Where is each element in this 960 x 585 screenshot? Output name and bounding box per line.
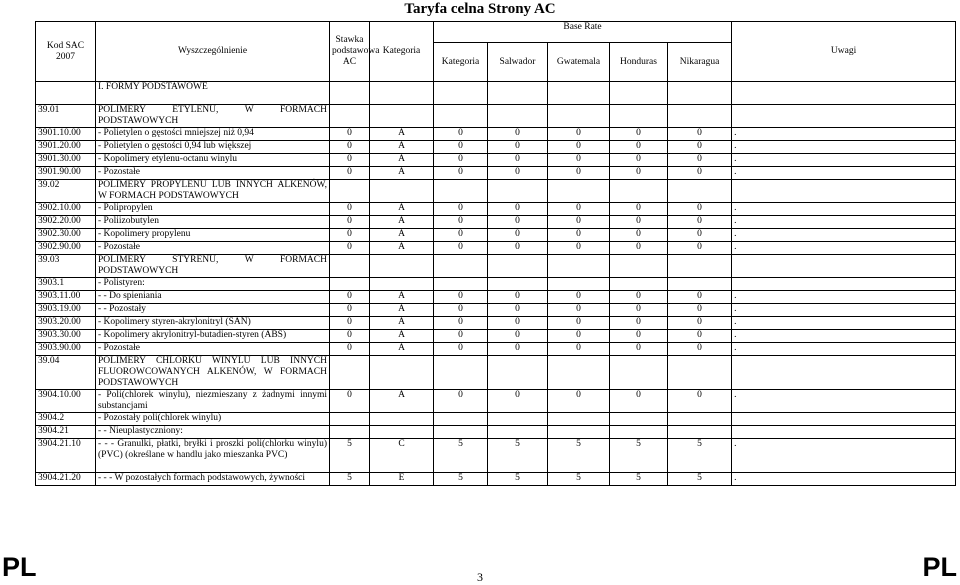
row-code: 3904.2 [36, 413, 96, 426]
table-row [36, 317, 956, 330]
row-salwador: 0 [488, 154, 548, 167]
row-sub-category: 0 [434, 128, 488, 141]
row-remarks: . [732, 304, 956, 317]
row-salwador: 0 [488, 203, 548, 216]
row-code: 3902.20.00 [36, 216, 96, 229]
row-gwatemala: 0 [548, 317, 610, 330]
row-category: A [370, 304, 434, 317]
row-remarks: . [732, 317, 956, 330]
row-code: 3903.1 [36, 278, 96, 291]
row-sub-category: 0 [434, 390, 488, 413]
row-remarks: . [732, 242, 956, 255]
header-remarks: Uwagi [732, 22, 956, 82]
row-description: - - Do spieniania [96, 291, 330, 304]
header-category: Kategoria [370, 22, 434, 82]
row-gwatemala: 0 [548, 203, 610, 216]
row-description: - Polipropylen [96, 203, 330, 216]
row-honduras: 0 [610, 167, 668, 180]
row-base-rate: 0 [330, 343, 370, 356]
row-remarks: . [732, 167, 956, 180]
row-base-rate: 0 [330, 390, 370, 413]
row-salwador: 0 [488, 141, 548, 154]
row-base-rate: 0 [330, 128, 370, 141]
table-row [36, 242, 956, 255]
row-salwador: 0 [488, 330, 548, 343]
row-base-rate: 0 [330, 317, 370, 330]
row-description: - Pozostały poli(chlorek winylu) [96, 413, 330, 426]
row-description: POLIMERY STYRENU, W FORMACH PODSTAWOWYCH [96, 255, 330, 278]
row-description: - Kopolimery akrylonitryl-butadien-styren (ABS) [96, 330, 330, 343]
row-code: 39.03 [36, 255, 96, 278]
row-salwador: 0 [488, 167, 548, 180]
row-code: 39.01 [36, 105, 96, 128]
table-row [36, 167, 956, 180]
row-nikaragua: 0 [668, 229, 732, 242]
row-sub-category: 5 [434, 439, 488, 473]
row-remarks: . [732, 141, 956, 154]
row-sub-category: 0 [434, 291, 488, 304]
row-description: - Polietylen o gęstości mniejszej niż 0,94 [96, 128, 330, 141]
table-row [36, 426, 956, 439]
row-remarks: . [732, 291, 956, 304]
row-salwador: 0 [488, 317, 548, 330]
row-salwador: 0 [488, 128, 548, 141]
row-code: 3901.20.00 [36, 141, 96, 154]
row-code: 3901.30.00 [36, 154, 96, 167]
row-code: 3904.10.00 [36, 390, 96, 413]
row-category: A [370, 154, 434, 167]
table-row [36, 128, 956, 141]
row-category: A [370, 229, 434, 242]
row-honduras: 0 [610, 229, 668, 242]
row-code: 3901.10.00 [36, 128, 96, 141]
row-nikaragua: 0 [668, 203, 732, 216]
row-base-rate: 0 [330, 330, 370, 343]
row-description: - Pozostałe [96, 242, 330, 255]
row-nikaragua: 0 [668, 242, 732, 255]
row-honduras: 5 [610, 473, 668, 486]
document-title: Taryfa celna Strony AC [404, 1, 556, 17]
row-base-rate: 0 [330, 167, 370, 180]
row-gwatemala: 0 [548, 216, 610, 229]
row-code: 3904.21.20 [36, 473, 96, 486]
row-remarks: . [732, 343, 956, 356]
table-row [36, 304, 956, 317]
row-honduras: 0 [610, 317, 668, 330]
row-base-rate: 0 [330, 229, 370, 242]
row-gwatemala: 5 [548, 473, 610, 486]
row-salwador: 0 [488, 390, 548, 413]
row-gwatemala: 0 [548, 229, 610, 242]
table-row [36, 291, 956, 304]
row-description: POLIMERY CHLORKU WINYLU LUB INNYCH FLUOROWCOWANYCH ALKENÓW, W FORMACH PODSTAWOWYCH [96, 356, 330, 390]
header-description: Wyszczególnienie [96, 22, 330, 82]
row-sub-category: 0 [434, 343, 488, 356]
table-row [36, 216, 956, 229]
row-salwador: 0 [488, 242, 548, 255]
row-honduras: 0 [610, 141, 668, 154]
row-description: - - Nieuplastyczniony: [96, 426, 330, 439]
row-sub-category: 0 [434, 229, 488, 242]
row-remarks: . [732, 154, 956, 167]
row-salwador: 0 [488, 291, 548, 304]
row-sub-category: 0 [434, 203, 488, 216]
row-gwatemala: 0 [548, 167, 610, 180]
row-base-rate: 0 [330, 203, 370, 216]
row-description: - - Pozostały [96, 304, 330, 317]
row-code: 3903.20.00 [36, 317, 96, 330]
row-category: A [370, 317, 434, 330]
header-base-rate: Base Rate [434, 22, 732, 43]
row-category: A [370, 390, 434, 413]
row-nikaragua: 0 [668, 390, 732, 413]
footer-language-left: PL [2, 552, 37, 582]
table-row [36, 105, 956, 128]
row-remarks: . [732, 229, 956, 242]
table-row [36, 473, 956, 486]
table-row [36, 439, 956, 473]
row-remarks: . [732, 128, 956, 141]
row-sub-category: 0 [434, 242, 488, 255]
row-code: 3904.21.10 [36, 439, 96, 473]
row-base-rate: 5 [330, 439, 370, 473]
row-description: - Poli(chlorek winylu), niezmieszany z żadnymi innymi substancjami [96, 390, 330, 413]
row-nikaragua: 5 [668, 439, 732, 473]
row-base-rate: 5 [330, 473, 370, 486]
row-sub-category: 0 [434, 304, 488, 317]
row-gwatemala: 0 [548, 141, 610, 154]
row-base-rate: 0 [330, 154, 370, 167]
table-row [36, 356, 956, 390]
table-row [36, 180, 956, 203]
row-gwatemala: 0 [548, 242, 610, 255]
row-base-rate: 0 [330, 216, 370, 229]
row-remarks: . [732, 390, 956, 413]
header-gwatemala: Gwatemala [548, 43, 610, 82]
row-base-rate: 0 [330, 304, 370, 317]
row-code: 3903.30.00 [36, 330, 96, 343]
header-base-rate-ac: Stawka podstawowa AC [330, 22, 370, 82]
row-remarks: . [732, 473, 956, 486]
row-honduras: 0 [610, 216, 668, 229]
row-nikaragua: 0 [668, 167, 732, 180]
row-code: 39.04 [36, 356, 96, 390]
page-number: 3 [477, 570, 483, 584]
header-salwador: Salwador [488, 43, 548, 82]
row-nikaragua: 0 [668, 291, 732, 304]
table-row [36, 343, 956, 356]
row-honduras: 0 [610, 154, 668, 167]
row-nikaragua: 0 [668, 317, 732, 330]
row-description: I. FORMY PODSTAWOWE [96, 82, 330, 105]
row-sub-category: 0 [434, 317, 488, 330]
table-row [36, 278, 956, 291]
row-category: A [370, 330, 434, 343]
row-nikaragua: 0 [668, 141, 732, 154]
row-gwatemala: 0 [548, 128, 610, 141]
row-code: 3904.21 [36, 426, 96, 439]
row-remarks: . [732, 439, 956, 473]
row-description: - Kopolimery styren-akrylonitryl (SAN) [96, 317, 330, 330]
row-honduras: 0 [610, 330, 668, 343]
table-row [36, 255, 956, 278]
row-sub-category: 0 [434, 330, 488, 343]
row-category: A [370, 291, 434, 304]
row-salwador: 5 [488, 439, 548, 473]
row-honduras: 0 [610, 203, 668, 216]
row-base-rate: 0 [330, 291, 370, 304]
row-category: E [370, 473, 434, 486]
row-nikaragua: 5 [668, 473, 732, 486]
header-honduras: Honduras [610, 43, 668, 82]
row-code: 3903.11.00 [36, 291, 96, 304]
row-code: 39.02 [36, 180, 96, 203]
row-honduras: 0 [610, 390, 668, 413]
footer-language-right: PL [922, 552, 957, 582]
row-description: - - - Granulki, płatki, bryłki i proszki poli(chlorku winylu) (PVC) (określane w handlu jako mieszanka PVC) [96, 439, 330, 473]
row-nikaragua: 0 [668, 128, 732, 141]
row-remarks: . [732, 216, 956, 229]
row-sub-category: 0 [434, 216, 488, 229]
row-category: A [370, 242, 434, 255]
row-description: - Polistyren: [96, 278, 330, 291]
row-code: 3902.10.00 [36, 203, 96, 216]
row-nikaragua: 0 [668, 330, 732, 343]
row-description: - - - W pozostałych formach podstawowych, żywności [96, 473, 330, 486]
row-honduras: 5 [610, 439, 668, 473]
row-salwador: 0 [488, 343, 548, 356]
row-gwatemala: 0 [548, 154, 610, 167]
row-category: C [370, 439, 434, 473]
row-remarks: . [732, 330, 956, 343]
row-description: - Kopolimery propylenu [96, 229, 330, 242]
row-nikaragua: 0 [668, 343, 732, 356]
row-category: A [370, 167, 434, 180]
table-row [36, 390, 956, 413]
row-sub-category: 5 [434, 473, 488, 486]
row-salwador: 0 [488, 216, 548, 229]
row-code: 3903.90.00 [36, 343, 96, 356]
row-base-rate: 0 [330, 242, 370, 255]
header-nikaragua: Nikaragua [668, 43, 732, 82]
table-row [36, 82, 956, 105]
header-code: Kod SAC 2007 [36, 22, 96, 82]
row-code: 3903.19.00 [36, 304, 96, 317]
row-gwatemala: 0 [548, 304, 610, 317]
row-code: 3902.30.00 [36, 229, 96, 242]
row-honduras: 0 [610, 343, 668, 356]
row-salwador: 0 [488, 229, 548, 242]
row-category: A [370, 128, 434, 141]
header-sub-category: Kategoria [434, 43, 488, 82]
table-row [36, 154, 956, 167]
row-honduras: 0 [610, 304, 668, 317]
table-row [36, 203, 956, 216]
table-row [36, 141, 956, 154]
row-gwatemala: 5 [548, 439, 610, 473]
row-salwador: 5 [488, 473, 548, 486]
row-description: - Pozostałe [96, 167, 330, 180]
row-code [36, 82, 96, 105]
row-description: POLIMERY PROPYLENU LUB INNYCH ALKENÓW, W FORMACH PODSTAWOWYCH [96, 180, 330, 203]
row-nikaragua: 0 [668, 154, 732, 167]
row-code: 3901.90.00 [36, 167, 96, 180]
table-row [36, 413, 956, 426]
row-description: - Pozostałe [96, 343, 330, 356]
row-gwatemala: 0 [548, 343, 610, 356]
row-remarks: . [732, 203, 956, 216]
tariff-table [35, 21, 956, 486]
row-sub-category: 0 [434, 167, 488, 180]
row-category: A [370, 216, 434, 229]
row-honduras: 0 [610, 242, 668, 255]
row-sub-category: 0 [434, 154, 488, 167]
row-gwatemala: 0 [548, 330, 610, 343]
row-gwatemala: 0 [548, 291, 610, 304]
row-honduras: 0 [610, 128, 668, 141]
table-row [36, 330, 956, 343]
row-salwador: 0 [488, 304, 548, 317]
row-description: - Polietylen o gęstości 0,94 lub większej [96, 141, 330, 154]
row-description: - Kopolimery etylenu-octanu winylu [96, 154, 330, 167]
row-description: - Poliizobutylen [96, 216, 330, 229]
row-code: 3902.90.00 [36, 242, 96, 255]
row-sub-category: 0 [434, 141, 488, 154]
header-row-1 [36, 22, 956, 43]
row-gwatemala: 0 [548, 390, 610, 413]
row-description: POLIMERY ETYLENU, W FORMACH PODSTAWOWYCH [96, 105, 330, 128]
row-nikaragua: 0 [668, 216, 732, 229]
row-honduras: 0 [610, 291, 668, 304]
table-row [36, 229, 956, 242]
row-category: A [370, 203, 434, 216]
row-category: A [370, 141, 434, 154]
row-base-rate: 0 [330, 141, 370, 154]
row-nikaragua: 0 [668, 304, 732, 317]
row-category: A [370, 343, 434, 356]
